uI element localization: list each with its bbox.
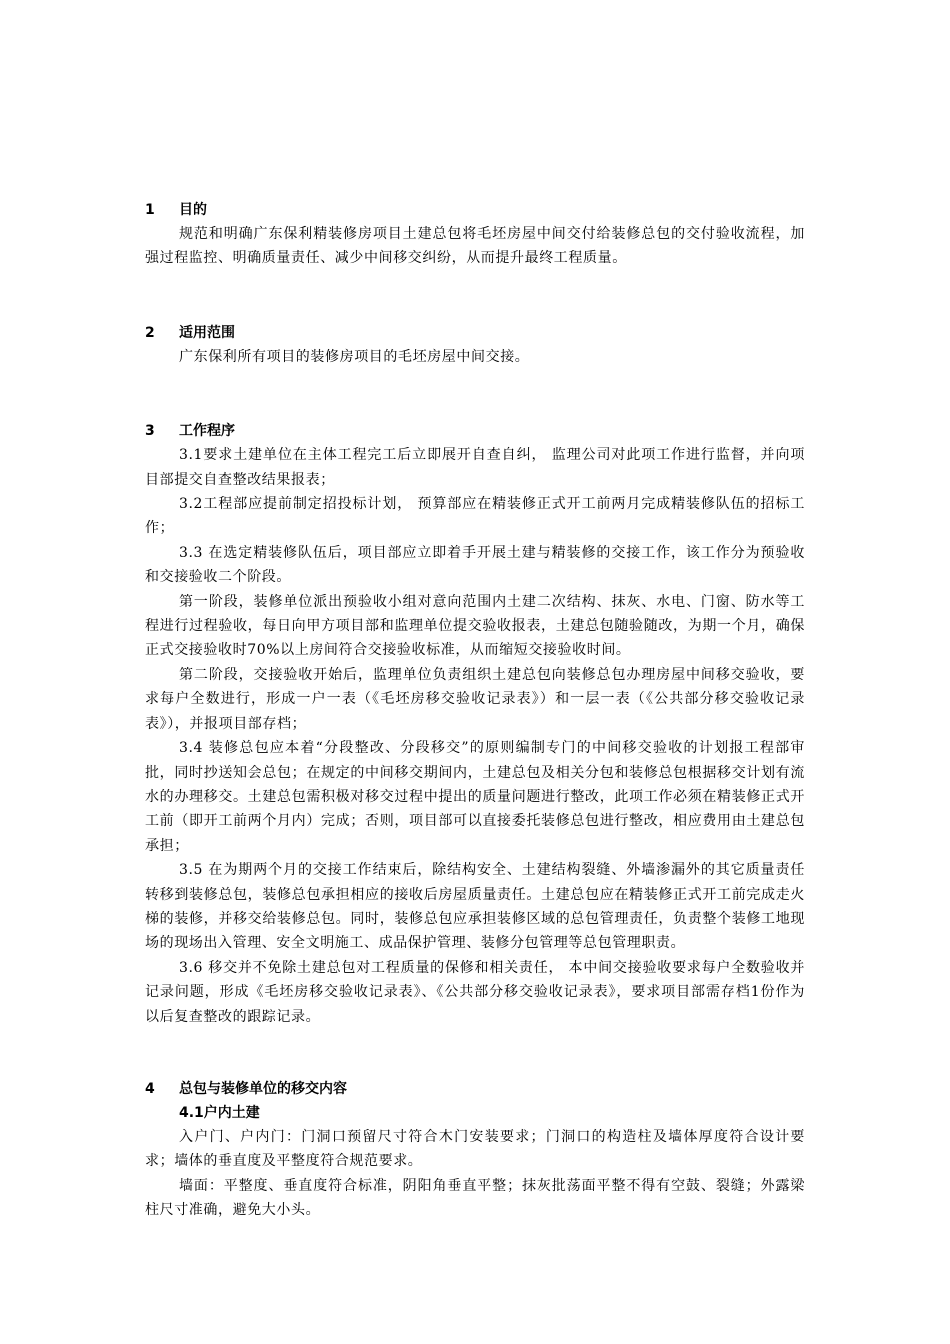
spacer bbox=[145, 271, 805, 321]
subsection-heading: 4.1户内土建 bbox=[179, 1104, 260, 1121]
paragraph: 3.1要求土建单位在主体工程完工后立即展开自查自纠， 监理公司对此项工作进行监督，并向项目部提交自查整改结果报表； bbox=[145, 447, 805, 488]
section-number: 4 bbox=[145, 1080, 155, 1097]
paragraph: 入户门、户内门：门洞口预留尺寸符合木门安装要求；门洞口的构造柱及墙体厚度符合设计要求；墙体的垂直度及平整度符合规范要求。 bbox=[145, 1128, 805, 1170]
document-body bbox=[145, 198, 805, 1223]
section-number: 2 bbox=[145, 324, 155, 341]
paragraph: 3.3 在选定精装修队伍后，项目部应立即着手开展土建与精装修的交接工作，该工作分为预验收和交接验收二个阶段。 bbox=[145, 544, 805, 586]
section-heading bbox=[145, 321, 805, 345]
section-heading bbox=[145, 1077, 805, 1101]
section-procedure bbox=[145, 419, 805, 1029]
paragraph: 墙面：平整度、垂直度符合标准，阴阳角垂直平整；抹灰批荡面平整不得有空鼓、裂缝；外露梁柱尺寸准确，避免大小头。 bbox=[145, 1177, 805, 1219]
section-scope bbox=[145, 321, 805, 369]
paragraph: 3.2工程部应提前制定招投标计划， 预算部应在精装修正式开工前两月完成精装修队伍的招标工作； bbox=[145, 496, 805, 537]
section-number: 3 bbox=[145, 423, 155, 440]
section-title: 工作程序 bbox=[179, 423, 235, 440]
section-heading bbox=[145, 419, 805, 443]
paragraph: 规范和明确广东保利精装修房项目土建总包将毛坯房屋中间交付给装修总包的交付验收流程，加强过程监控、明确质量责任、减少中间移交纠纷，从而提升最终工程质量。 bbox=[145, 226, 805, 267]
section-title: 目的 bbox=[179, 202, 207, 218]
section-title: 总包与装修单位的移交内容 bbox=[179, 1080, 347, 1097]
section-handover-content bbox=[145, 1077, 805, 1223]
section-purpose bbox=[145, 198, 805, 271]
spacer bbox=[145, 369, 805, 419]
paragraph: 3.5 在为期两个月的交接工作结束后，除结构安全、土建结构裂缝、外墙渗漏外的其它质量责任转移到装修总包，装修总包承担相应的接收后房屋质量责任。土建总包应在精装修正式开工前完成走火梯的装修，并移交给装修总包。同时，装修总包应承担装修区域的总包管理责任，负责整个装修工地现场的现场出入管理、安全文明施工、成品保护管理、装修分包管理等总包管理职责。 bbox=[145, 862, 805, 952]
section-title: 适用范围 bbox=[179, 324, 235, 341]
paragraph: 第二阶段，交接验收开始后，监理单位负责组织土建总包向装修总包办理房屋中间移交验收，要求每户全数进行，形成一户一表（《毛坯房移交验收记录表》）和一层一表（《公共部分移交验收记录表》），并报项目部存档； bbox=[145, 666, 805, 732]
paragraph: 3.6 移交并不免除土建总包对工程质量的保修和相关责任， 本中间交接验收要求每户全数验收并记录问题，形成《毛坯房移交验收记录表》、《公共部分移交验收记录表》，要求项目部需存档1份作为以后复查整改的跟踪记录。 bbox=[145, 959, 805, 1025]
spacer bbox=[145, 1029, 805, 1077]
section-heading bbox=[145, 198, 805, 222]
paragraph: 第一阶段，装修单位派出预验收小组对意向范围内土建二次结构、抹灰、水电、门窗、防水等工程进行过程验收，每日向甲方项目部和监理单位提交验收报表，土建总包随验随改，为期一个月，确保正式交接验收时70%以上房间符合交接验收标准，从而缩短交接验收时间。 bbox=[145, 593, 805, 659]
paragraph: 3.4 装修总包应本着“分段整改、分段移交”的原则编制专门的中间移交验收的计划报工程部审批，同时抄送知会总包；在规定的中间移交期间内，土建总包及相关分包和装修总包根据移交计划有流水的办理移交。土建总包需积极对移交过程中提出的质量问题进行整改，此项工作必须在精装修正式开工前（即开工前两个月内）完成；否则，项目部可以直接委托装修总包进行整改，相应费用由土建总包承担； bbox=[145, 740, 805, 854]
section-number: 1 bbox=[145, 202, 155, 218]
paragraph: 广东保利所有项目的装修房项目的毛坯房屋中间交接。 bbox=[179, 348, 530, 365]
